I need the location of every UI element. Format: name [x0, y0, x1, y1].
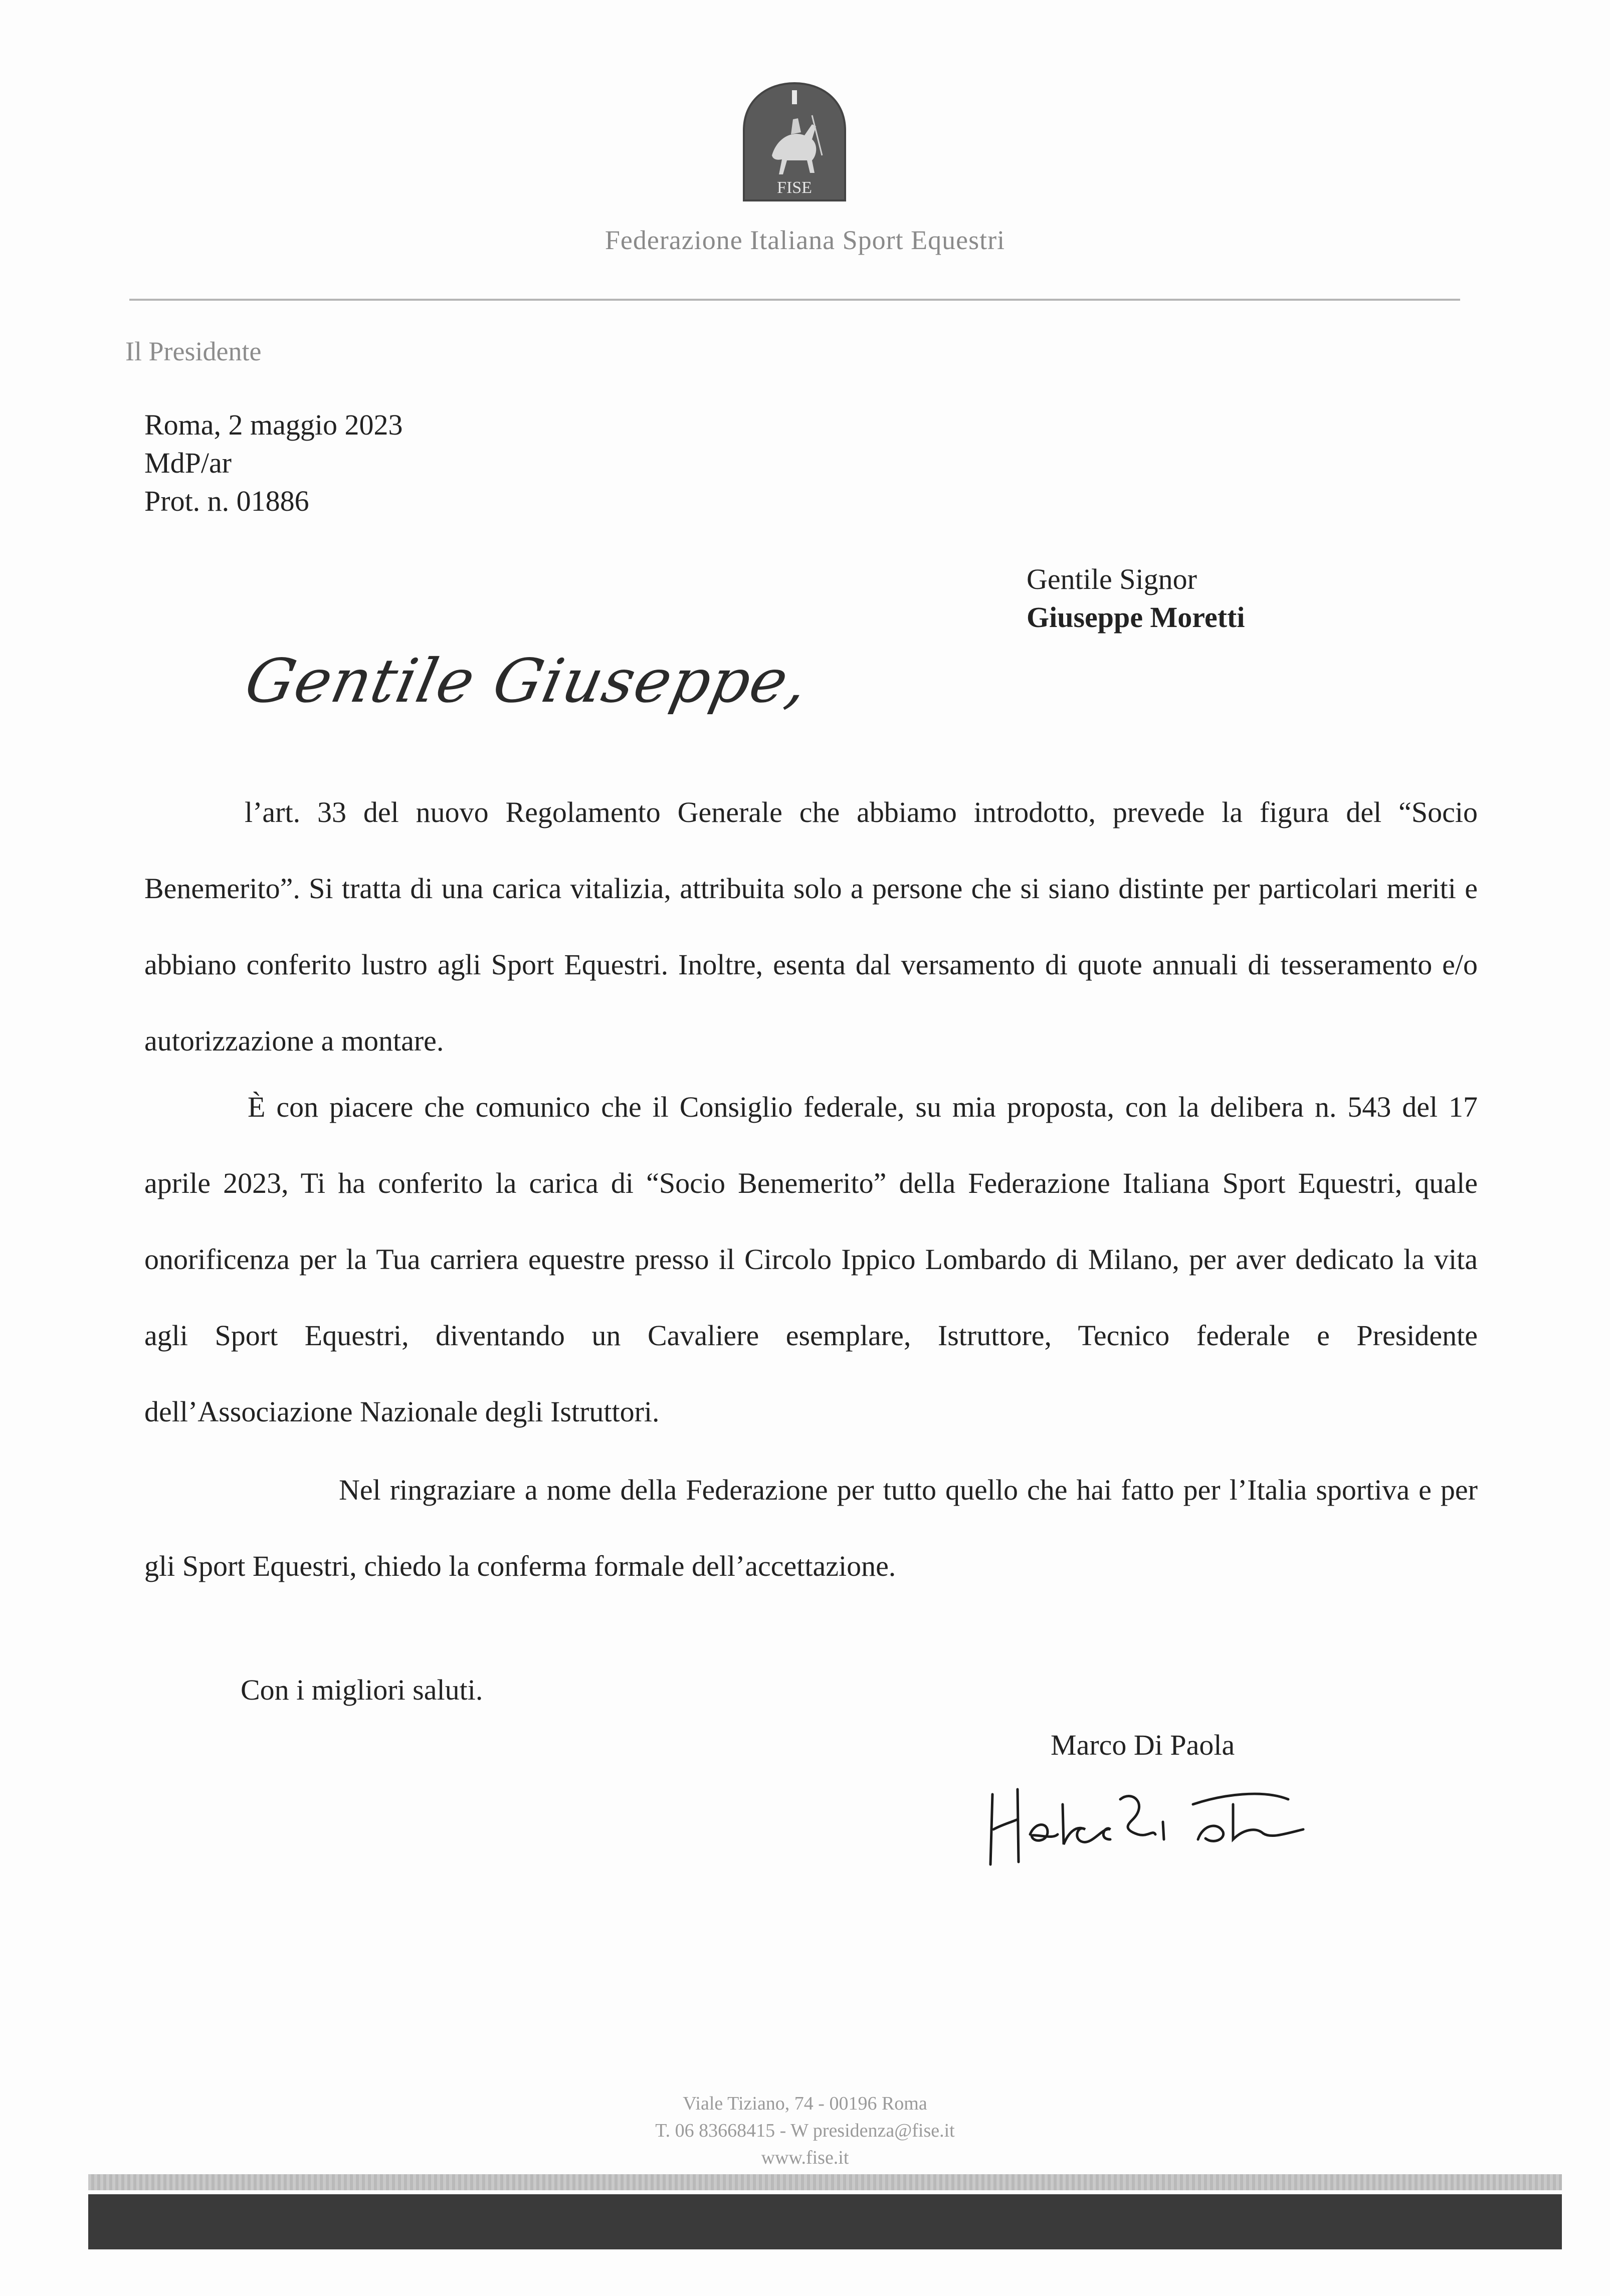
letter-meta	[144, 406, 403, 520]
handwritten-signature	[982, 1774, 1313, 1874]
header-divider	[129, 299, 1460, 301]
closing-line: Con i migliori saluti.	[241, 1674, 483, 1706]
handwritten-greeting: Gentile Giuseppe,	[239, 647, 815, 716]
recipient-name: Giuseppe Moretti	[1027, 601, 1245, 634]
footer-band-dark	[88, 2194, 1562, 2249]
body-paragraph-3: Nel ringraziare a nome della Federazione per tutto quello che hai fatto per l’Italia sportiva e per gli Sport Equestri, chiedo la conferma formale dell’accettazione.	[144, 1474, 1478, 1582]
footer-contacts: T. 06 83668415 - W presidenza@fise.it	[655, 2120, 955, 2141]
reference-code: MdP/ar	[144, 447, 232, 479]
logo-label: FISE	[777, 178, 812, 197]
signer-name: Marco Di Paola	[1051, 1729, 1235, 1761]
recipient-salutation: Gentile Signor	[1027, 563, 1197, 595]
footer-band-light	[88, 2174, 1562, 2190]
federation-name: Federazione Italiana Sport Equestri	[605, 225, 1005, 255]
footer-address: Viale Tiziano, 74 - 00196 Roma	[683, 2093, 927, 2114]
fise-logo	[737, 80, 852, 205]
place-date: Roma, 2 maggio 2023	[144, 408, 403, 441]
signature-hidden-label: Marco Di Paola	[1120, 1865, 1175, 1873]
footer-website: www.fise.it	[761, 2147, 849, 2168]
protocol-number: Prot. n. 01886	[144, 485, 309, 517]
footer-contact	[0, 2090, 1610, 2171]
recipient-block	[1027, 560, 1245, 637]
sender-role: Il Presidente	[125, 336, 262, 366]
body-paragraph-2: È con piacere che comunico che il Consiglio federale, su mia proposta, con la delibera n. 543 del 17 aprile 2023, Ti ha conferito la carica di “Socio Benemerito” della Federazione Italiana Sport Equestri, quale onorificenza per la Tua carriera equestre presso il Circolo Ippico Lombardo di Milano, per aver dedicato la vita agli Sport Equestri, diventando un Cavaliere esemplare, Istruttore, Tecnico federale e Presidente dell’Associazione Nazionale degli Istruttori.	[144, 1091, 1478, 1428]
body-paragraph-1: l’art. 33 del nuovo Regolamento Generale che abbiamo introdotto, prevede la figura del “Socio Benemerito”. Si tratta di una carica vitalizia, attribuita solo a persone che si siano distinte per particolari meriti e abbiano conferito lustro agli Sport Equestri. Inoltre, esenta dal versamento di quote annuali di tesseramento e/o autorizzazione a montare.	[144, 796, 1478, 1057]
